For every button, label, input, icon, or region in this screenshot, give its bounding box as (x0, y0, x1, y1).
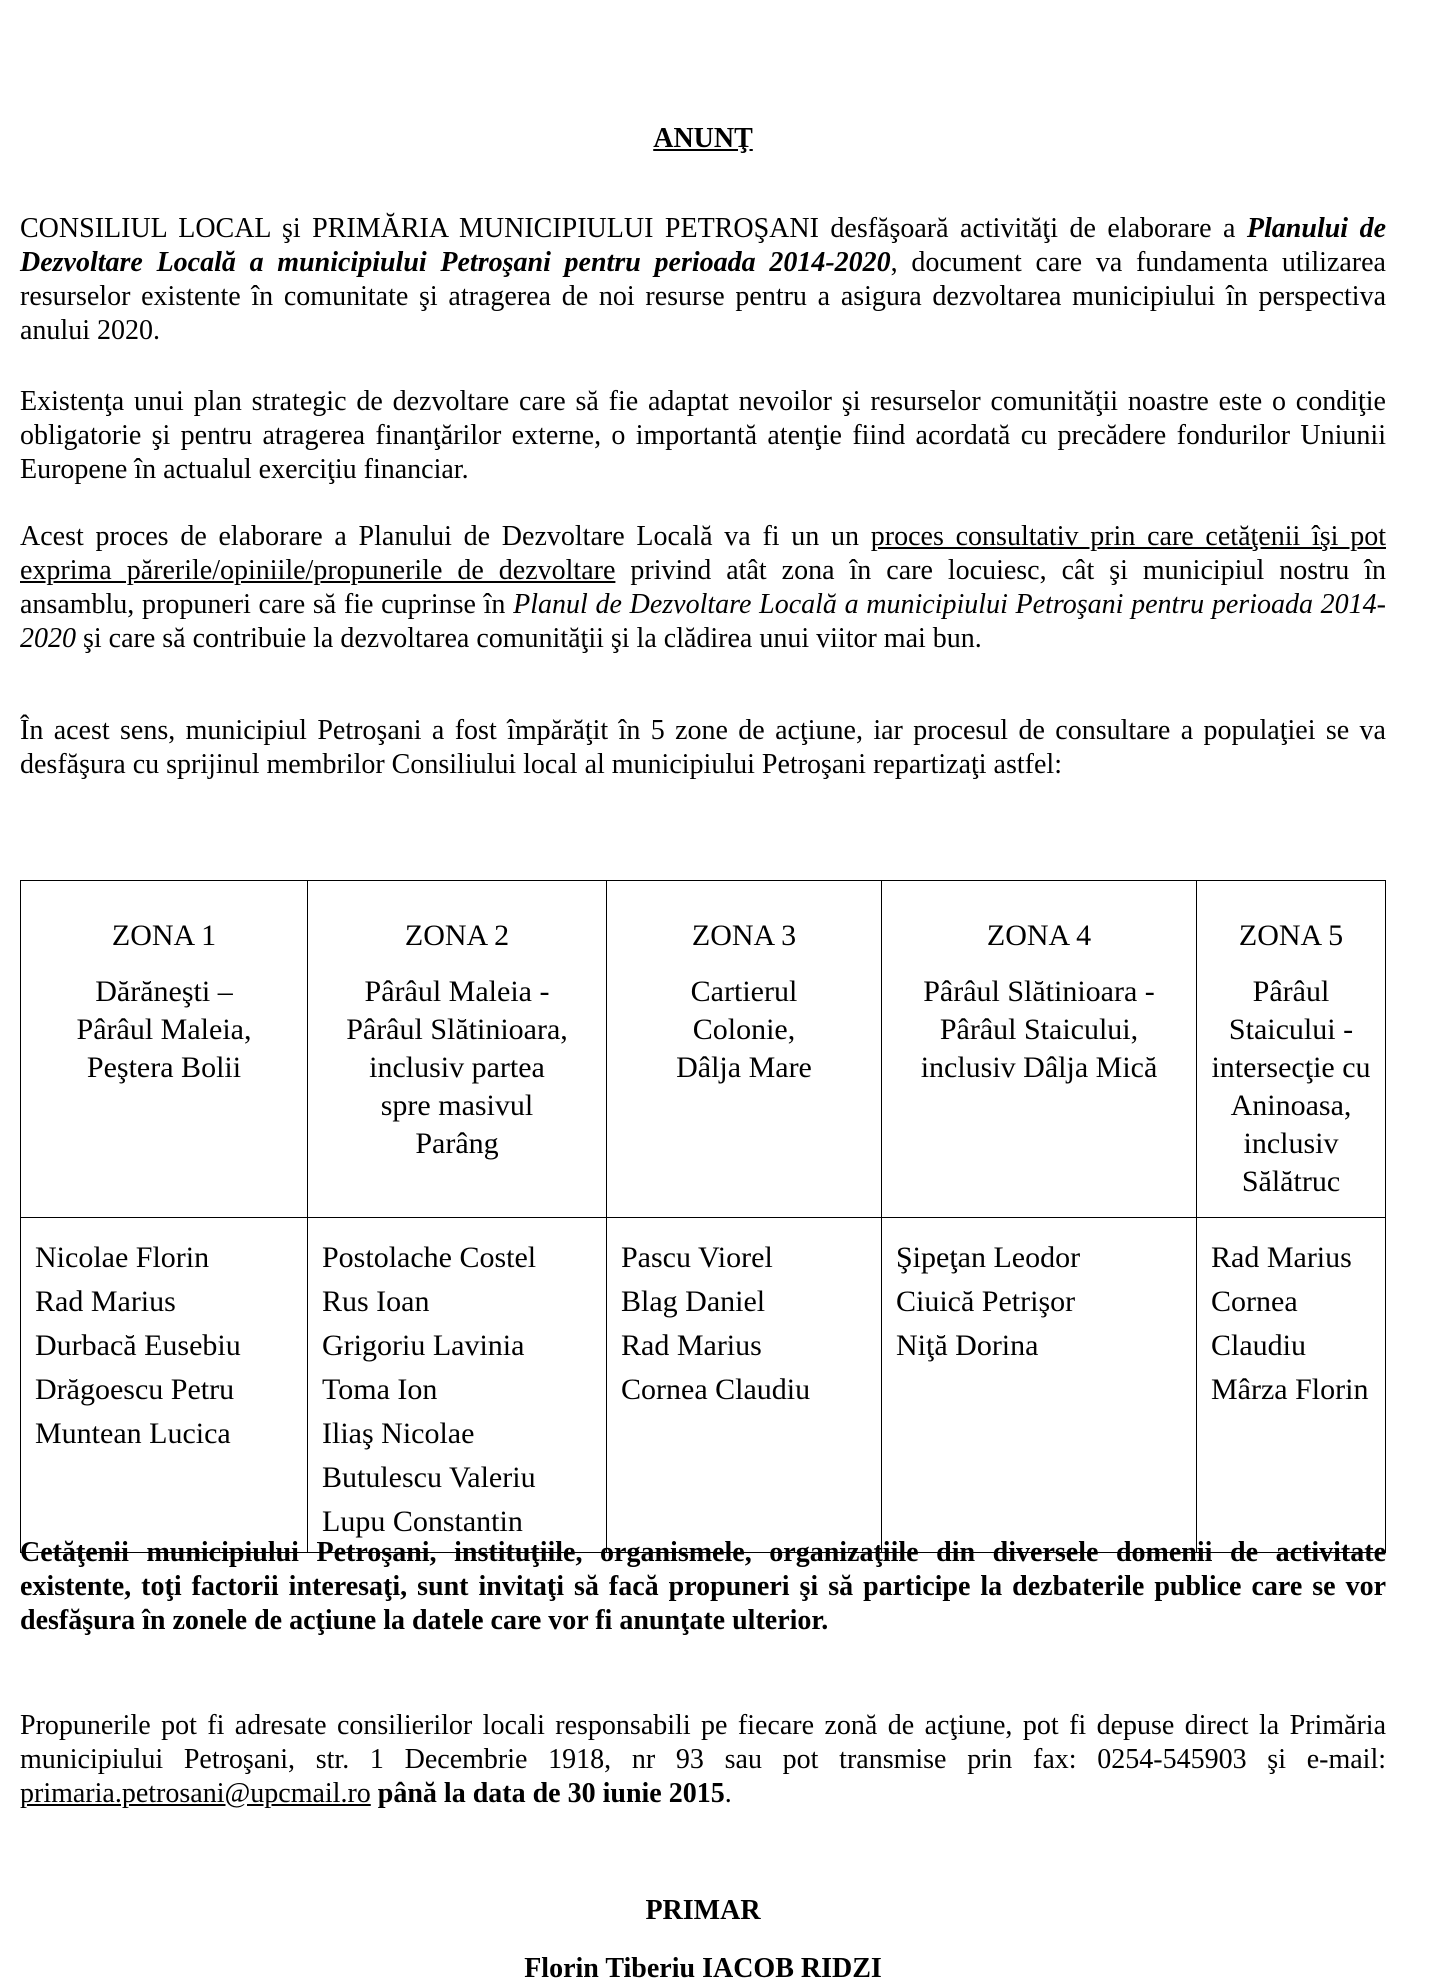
zone-area-line: Staicului - (1228, 1013, 1354, 1046)
zone-area-line: inclusiv Sălătruc (1241, 1127, 1341, 1198)
contact-text-a: Propunerile pot fi adresate consilierilor locali responsabili pe fiecare zonă de acţiune, pot fi depuse direct la Primăria municipiului Petroşani, str. 1 Decembrie 1918, nr 93 sau pot transmise prin fax: 0254-545903 şi e-mail: (20, 1710, 1386, 1775)
paragraph-consultation (20, 520, 1386, 656)
council-member: Niţă Dorina (896, 1329, 1039, 1362)
consult-text-a: Acest proces de elaborare a Planului de Dezvoltare Locală va fi un un (20, 521, 871, 552)
email-link[interactable]: primaria.petrosani@upcmail.ro (20, 1778, 371, 1809)
plan-title-italic: Planul de Dezvoltare Locală a municipiului Petroşani pentru perioada 2014-2020 (20, 589, 1387, 654)
zone-area-line: inclusiv Dâlja Mică (920, 1051, 1158, 1084)
council-member: Muntean Lucica (35, 1417, 231, 1450)
zone-name: ZONA 1 (111, 919, 217, 952)
zone-area-line: Aninoasa, (1230, 1089, 1352, 1122)
contact-end: . (724, 1778, 732, 1809)
zone-name: ZONA 3 (691, 919, 797, 952)
zone-name: ZONA 2 (404, 919, 510, 952)
paragraph-strategy: Existenţa unui plan strategic de dezvoltare care să fie adaptat nevoilor şi resurselor comunităţii noastre este o condiţie obligatorie şi pentru atragerea finanţărilor externe, o importantă atenţie fiind acordată cu precădere fondurilor Uniunii Europene în actualul exerciţiu financiar. (20, 386, 1386, 485)
zone-name: ZONA 4 (986, 919, 1092, 952)
paragraph-zones-intro: În acest sens, municipiul Petroşani a fost împărăţit în 5 zone de acţiune, iar procesul de consultare a populaţiei se va desfăşura cu sprijinul membrilor Consiliului local al municipiului Petroşani repartizaţi astfel: (20, 715, 1386, 780)
signature-name: Florin Tiberiu IACOB RIDZI (524, 1953, 882, 1984)
zone-members-cell (882, 1218, 1197, 1553)
consult-text-c: privind atât zona în care locuiesc, cât şi municipiul nostru în ansamblu, propuneri care să fie cuprinse în (20, 555, 1386, 620)
zone-area-line: intersecţie cu (1211, 1051, 1371, 1084)
zone-header-cell (882, 881, 1197, 1218)
paragraph-contact (20, 1709, 1386, 1811)
council-member: Cornea Claudiu (1211, 1285, 1306, 1362)
council-member: Mârza Florin (1211, 1373, 1369, 1406)
zone-area-line: Peştera Bolii (86, 1051, 242, 1084)
zones-table (20, 880, 1386, 1553)
council-member: Rad Marius (621, 1329, 762, 1362)
council-member: Durbacă Eusebiu (35, 1329, 241, 1362)
zone-area-line: Dâlja Mare (676, 1051, 812, 1084)
intro-text-c: , document care va fundamenta utilizarea resurselor existente în comunitate şi atragerea de noi resurse pentru a asigura dezvoltarea municipiului în perspectiva anului 2020. (20, 247, 1386, 346)
consult-underlined: proces consultativ prin care cetăţenii îşi pot exprima părerile/opiniile/propunerile de dezvoltare (20, 521, 1386, 586)
zone-area-line: inclusiv partea (369, 1051, 545, 1084)
zone-header-cell (1197, 881, 1386, 1218)
zone-members-cell (607, 1218, 882, 1553)
council-member: Iliaş Nicolae (322, 1417, 475, 1450)
intro-text-a: CONSILIUL LOCAL şi PRIMĂRIA MUNICIPIULUI PETROŞANI desfăşoară activităţi de elaborare a (20, 213, 1247, 244)
council-member: Rad Marius (35, 1285, 176, 1318)
zones-members-row (21, 1218, 1386, 1553)
zone-header-cell (21, 881, 308, 1218)
zone-area-line: Pârâul Maleia, (76, 1013, 252, 1046)
zone-members-cell (1197, 1218, 1386, 1553)
council-member: Postolache Costel (322, 1241, 537, 1274)
zone-area-line: Dărăneşti – (95, 975, 233, 1008)
zone-header-cell (607, 881, 882, 1218)
zone-area-line: Pârâul Slătinioara - (923, 975, 1155, 1008)
zone-area-line: Colonie, (692, 1013, 796, 1046)
council-member: Butulescu Valeriu (322, 1461, 536, 1494)
contact-space (371, 1778, 378, 1809)
council-member: Grigoriu Lavinia (322, 1329, 525, 1362)
zone-area-line: Pârâul Staicului, (939, 1013, 1139, 1046)
deadline-text: până la data de 30 iunie 2015 (377, 1778, 725, 1809)
zone-area-line: Pârâul (1252, 975, 1330, 1008)
council-member: Şipeţan Leodor (896, 1241, 1081, 1274)
paragraph-invitation: Cetăţenii municipiului Petroşani, instituţiile, organismele, organizaţiile din diversele domenii de activitate existente, toţi factorii interesaţi, sunt invitaţi să facă propuneri şi să participe la dezbaterile publice care se vor desfăşura în zonele de acţiune la datele care vor fi anunţate ulterior. (20, 1537, 1386, 1636)
zones-header-row (21, 881, 1386, 1218)
zone-area-line: Cartierul (690, 975, 798, 1008)
zone-area-line: Pârâul Maleia - (364, 975, 550, 1008)
zone-area-line: Parâng (415, 1127, 499, 1160)
zone-area-line: Pârâul Slătinioara, (346, 1013, 568, 1046)
zone-members-cell (308, 1218, 607, 1553)
council-member: Rad Marius (1211, 1241, 1352, 1274)
council-member: Ciuică Petrişor (896, 1285, 1076, 1318)
council-member: Blag Daniel (621, 1285, 766, 1318)
council-member: Rus Ioan (322, 1285, 430, 1318)
consult-text-e: şi care să contribuie la dezvoltarea comunităţii şi la clădirea unui viitor mai bun. (76, 623, 982, 654)
paragraph-intro (20, 212, 1386, 348)
council-member: Drăgoescu Petru (35, 1373, 235, 1406)
council-member: Lupu Constantin (322, 1505, 523, 1538)
council-member: Pascu Viorel (621, 1241, 773, 1274)
zone-members-cell (21, 1218, 308, 1553)
zone-header-cell (308, 881, 607, 1218)
zone-name: ZONA 5 (1238, 919, 1344, 952)
zone-area-line: spre masivul (380, 1089, 534, 1122)
council-member: Nicolae Florin (35, 1241, 210, 1274)
signature-role: PRIMAR (645, 1895, 761, 1926)
council-member: Toma Ion (322, 1373, 438, 1406)
document-title: ANUNŢ (653, 123, 753, 154)
plan-title-emphasis: Planului de Dezvoltare Locală a municipiului Petroşani pentru perioada 2014-2020 (20, 213, 1386, 278)
council-member: Cornea Claudiu (621, 1373, 811, 1406)
